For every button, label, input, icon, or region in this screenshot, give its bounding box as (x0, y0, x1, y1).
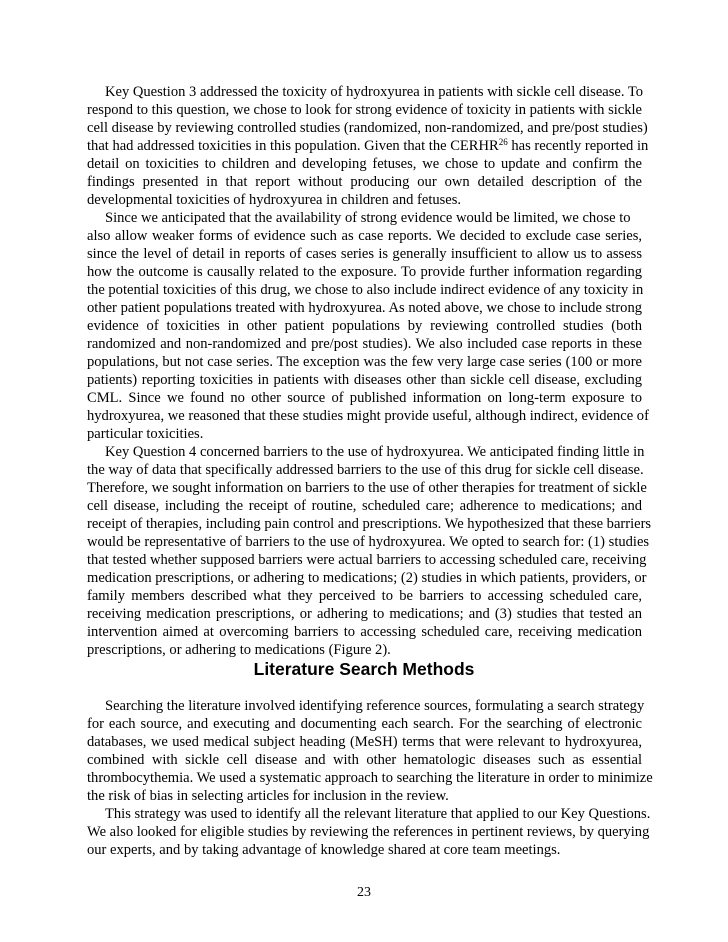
text-line: populations, but not case series. The exception was the few very large case series (100 or more (87, 354, 642, 370)
text-line: CML. Since we found no other source of published information on long-term exposure to (87, 390, 642, 406)
text-line: developmental toxicities of hydroxyurea in children and fetuses. (87, 192, 462, 208)
text-line: randomized and non-randomized and pre/post studies). We also included case reports in these (87, 336, 642, 352)
text-line: the way of data that specifically addressed barriers to the use of this drug for sickle cell disease. (87, 462, 644, 478)
text-line: findings presented in that report without producing our own detailed description of the (87, 174, 642, 190)
text-segment: that had addressed toxicities in this population. Given that the CERHR (87, 138, 499, 154)
text-line: medication prescriptions, or adhering to medications; (2) studies in which patients, providers, or (87, 570, 647, 586)
text-line: the potential toxicities of this drug, we chose to also include indirect evidence of any toxicity in (87, 282, 644, 298)
text-line: receipt of therapies, including pain control and prescriptions. We hypothesized that these barriers (87, 516, 652, 532)
page-number: 23 (357, 885, 371, 900)
text-line: for each source, and executing and documenting each search. For the searching of electronic (87, 716, 642, 732)
text-line: since the level of detail in reports of cases series is generally insufficient to allow us to assess (87, 246, 642, 262)
text-line: Key Question 4 concerned barriers to the use of hydroxyurea. We anticipated finding little in (105, 444, 645, 460)
text-line: hydroxyurea, we reasoned that these studies might provide useful, although indirect, evidence of (87, 408, 649, 424)
text-line: Key Question 3 addressed the toxicity of hydroxyurea in patients with sickle cell disease. To (105, 84, 644, 100)
text-line-with-reference (87, 137, 649, 155)
text-line: our experts, and by taking advantage of knowledge shared at core team meetings. (87, 842, 561, 858)
text-line: intervention aimed at overcoming barriers to accessing scheduled care, receiving medication (87, 624, 642, 640)
text-line: Since we anticipated that the availability of strong evidence would be limited, we chose to (105, 210, 631, 226)
text-line: would be representative of barriers to the use of hydroxyurea. We opted to search for: (1) studies (87, 534, 650, 550)
text-line: receiving medication prescriptions, or adhering to medications; and (3) studies that tested an (87, 606, 642, 622)
text-line: other patient populations treated with hydroxyurea. As noted above, we chose to include strong (87, 300, 642, 316)
text-line: cell disease by reviewing controlled studies (randomized, non-randomized, and pre/post studies) (87, 120, 648, 136)
text-line: particular toxicities. (87, 426, 204, 442)
text-line: family members described what they perceived to be barriers to accessing scheduled care, (87, 588, 642, 604)
text-line: combined with sickle cell disease and with other hematologic diseases such as essential (87, 752, 642, 768)
text-line: This strategy was used to identify all the relevant literature that applied to our Key Questions. (105, 806, 651, 822)
text-line: how the outcome is causally related to the exposure. To provide further information regarding (87, 264, 642, 280)
text-line: that tested whether supposed barriers were actual barriers to accessing scheduled care, receiving (87, 552, 647, 568)
text-line: respond to this question, we chose to look for strong evidence of toxicity in patients with sickle (87, 102, 642, 118)
section-heading: Literature Search Methods (253, 659, 475, 679)
text-line: We also looked for eligible studies by reviewing the references in pertinent reviews, by querying (87, 824, 650, 840)
reference-superscript: 26 (498, 137, 508, 147)
text-line: databases, we used medical subject heading (MeSH) terms that were relevant to hydroxyurea, (87, 734, 642, 750)
text-line: prescriptions, or adhering to medications (Figure 2). (87, 642, 391, 658)
text-line: Searching the literature involved identifying reference sources, formulating a search strategy (105, 698, 645, 714)
text-line: the risk of bias in selecting articles for inclusion in the review. (87, 788, 449, 804)
text-line: Therefore, we sought information on barriers to the use of other therapies for treatment of sickle (87, 480, 647, 496)
text-line: also allow weaker forms of evidence such as case reports. We decided to exclude case series, (87, 228, 642, 244)
text-line: patients) reporting toxicities in patients with diseases other than sickle cell disease, excluding (87, 372, 642, 388)
text-line: detail on toxicities to children and developing fetuses, we chose to update and confirm the (87, 156, 642, 172)
text-line: cell disease, including the receipt of routine, scheduled care; adherence to medications; and (87, 498, 642, 514)
text-line: thrombocythemia. We used a systematic approach to searching the literature in order to minimize (87, 770, 653, 786)
text-segment: has recently reported in (507, 138, 649, 154)
text-line: evidence of toxicities in other patient populations by reviewing controlled studies (both (87, 318, 642, 334)
